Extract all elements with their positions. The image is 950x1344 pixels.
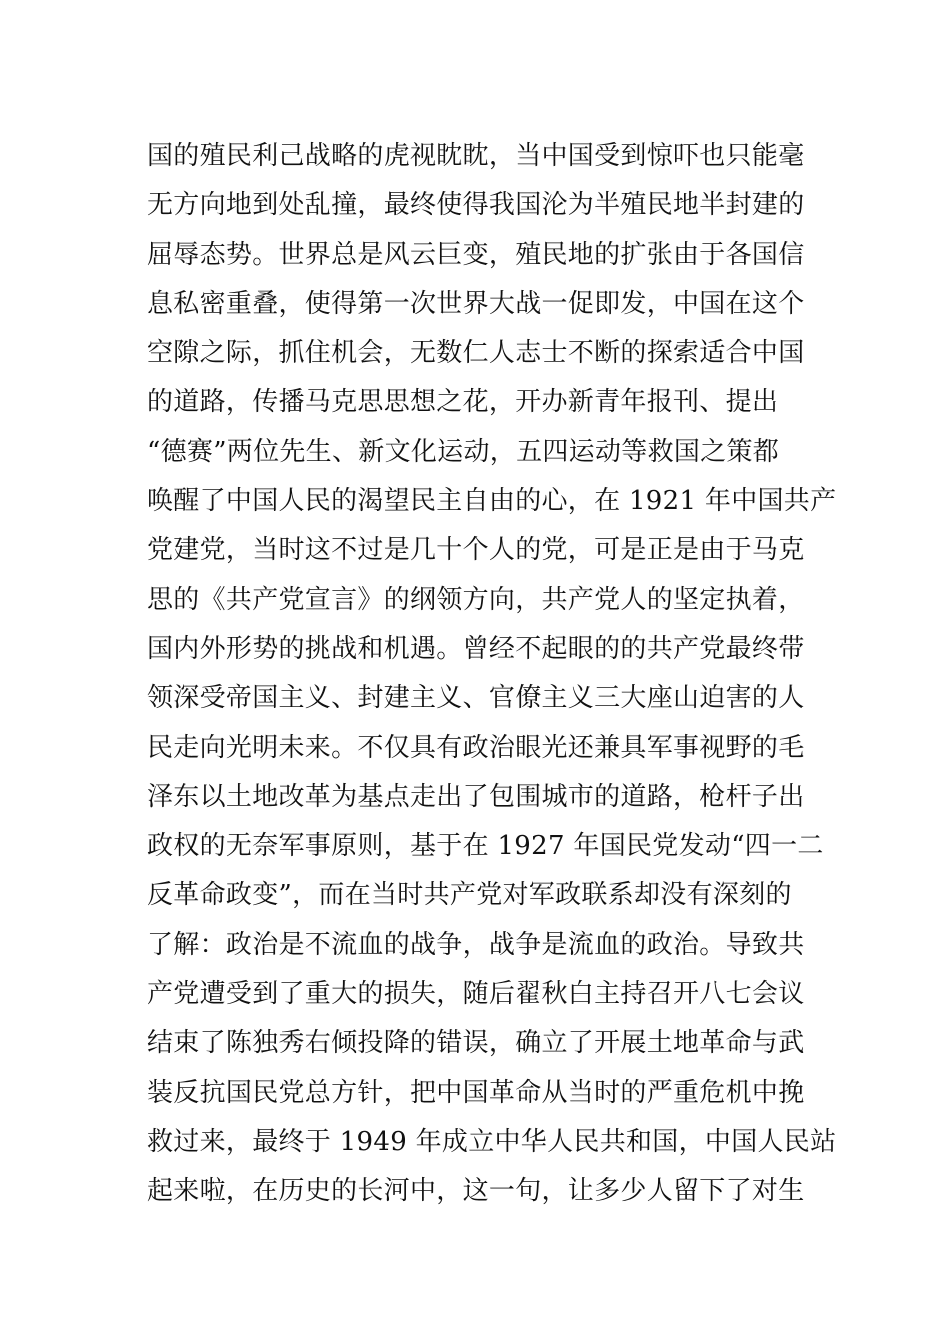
text-line: 民走向光明未来。不仅具有政治眼光还兼具军事视野的毛 [147,732,805,763]
text-line: 泽东以土地改革为基点走出了包围城市的道路，枪杆子出 [147,781,805,812]
text-line: 国内外形势的挑战和机遇。曾经不起眼的的共产党最终带 [147,633,805,664]
text-line: “德赛”两位先生、新文化运动，五四运动等救国之策都 [147,436,780,467]
text-line: 反革命政变”，而在当时共产党对军政联系却没有深刻的 [147,880,792,911]
text-line: 的道路，传播马克思思想之花，开办新青年报刊、提出 [147,387,779,418]
text-line: 思的《共产党宣言》的纲领方向，共产党人的坚定执着， [147,584,805,615]
body-paragraph [147,132,837,1217]
text-line: 产党遭受到了重大的损失，随后翟秋白主持召开八七会议 [147,979,805,1010]
text-line: 救过来，最终于 1949 年成立中华人民共和国，中国人民站 [147,1126,837,1157]
text-line: 国的殖民利己战略的虎视眈眈，当中国受到惊吓也只能毫 [147,141,805,171]
text-line: 空隙之际，抓住机会，无数仁人志士不断的探索适合中国 [147,338,805,369]
text-line: 息私密重叠，使得第一次世界大战一促即发，中国在这个 [147,288,805,319]
text-line: 领深受帝国主义、封建主义、官僚主义三大座山迫害的人 [147,683,805,714]
text-line: 装反抗国民党总方针，把中国革命从当时的严重危机中挽 [147,1077,805,1108]
text-line: 政权的无奈军事原则，基于在 1927 年国民党发动“四一二 [147,831,824,862]
text-line: 了解：政治是不流血的战争，战争是流血的政治。导致共 [147,929,805,960]
text-line: 结束了陈独秀右倾投降的错误，确立了开展土地革命与武 [147,1028,805,1059]
text-line: 党建党，当时这不过是几十个人的党，可是正是由于马克 [147,535,805,566]
text-line: 无方向地到处乱撞，最终使得我国沦为半殖民地半封建的 [147,190,805,221]
text-line: 起来啦，在历史的长河中，这一句，让多少人留下了对生 [147,1176,805,1207]
text-line: 屈辱态势。世界总是风云巨变，殖民地的扩张由于各国信 [147,239,805,270]
text-line: 唤醒了中国人民的渴望民主自由的心，在 1921 年中国共产 [147,486,837,517]
